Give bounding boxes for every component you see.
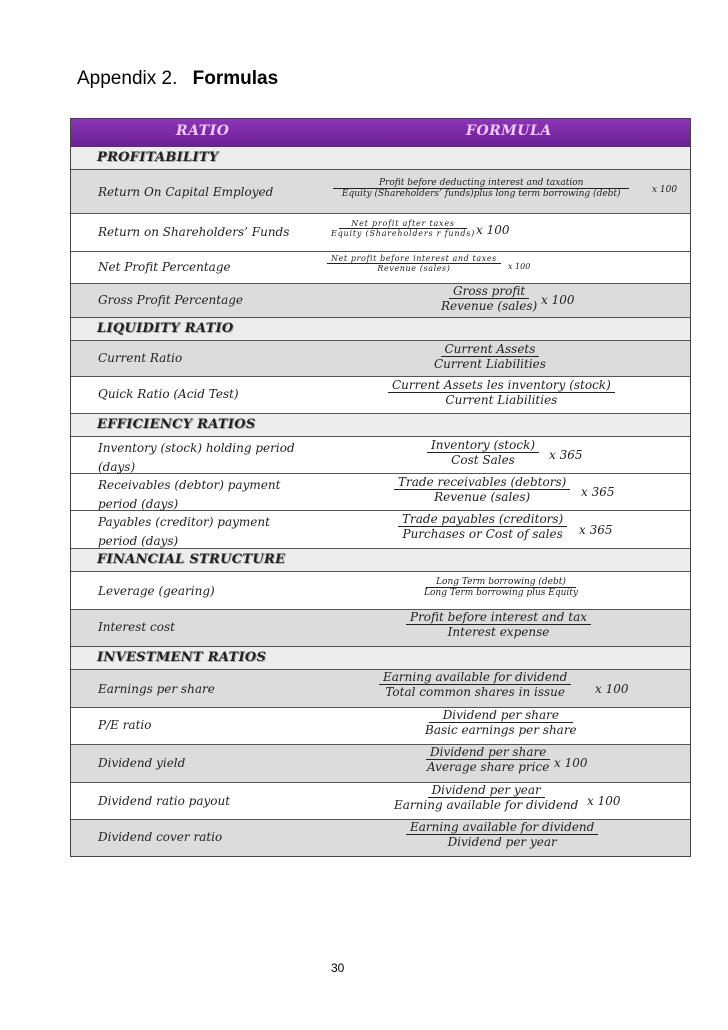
formula-numerator: Dividend per year xyxy=(428,783,545,798)
table-header xyxy=(71,119,690,148)
table-row-interest-cost xyxy=(71,610,690,647)
formula-numerator: Current Assets xyxy=(441,342,540,357)
ratio-label: Payables (creditor) payment period (days) xyxy=(98,515,270,548)
formula-numerator: Profit before deducting interest and taxation xyxy=(333,178,629,189)
section-title: LIQUIDITY RATIO xyxy=(97,321,234,336)
ratio-label: Leverage (gearing) xyxy=(98,584,215,598)
formula-denominator: Interest expense xyxy=(447,625,550,639)
formula-fraction xyxy=(327,254,501,273)
formula-fraction xyxy=(406,820,598,849)
table-row-roce xyxy=(71,170,690,214)
formula-fraction xyxy=(390,783,582,812)
table-row-quick-ratio xyxy=(71,377,690,414)
formula-fraction xyxy=(420,577,582,598)
formula-denominator: Average share price xyxy=(427,760,550,774)
section-financial-structure xyxy=(71,549,690,572)
table-row-rosf xyxy=(71,214,690,252)
formula-numerator: Earning available for dividend xyxy=(406,820,598,835)
formulas-table xyxy=(70,118,691,857)
column-header-ratio: RATIO xyxy=(176,123,230,139)
formula-denominator: Earning available for dividend xyxy=(394,798,579,812)
formula-multiplier: x 100 xyxy=(508,262,531,271)
section-title: EFFICIENCY RATIOS xyxy=(97,417,256,432)
formula-numerator: Earning available for dividend xyxy=(379,670,571,685)
section-title: INVESTMENT RATIOS xyxy=(97,650,267,665)
page-number: 30 xyxy=(331,961,345,975)
table-row-current-ratio xyxy=(71,341,690,377)
table-row-dividend-yield xyxy=(71,745,690,783)
formula-fraction xyxy=(427,438,539,467)
formula-multiplier: x 100 xyxy=(554,756,588,770)
formula-multiplier: x 365 xyxy=(579,523,613,537)
formula-denominator: Equity (Shareholders’ funds)plus long term borrowing (debt) xyxy=(341,189,621,199)
table-row-npp xyxy=(71,252,690,284)
formula-numerator: Inventory (stock) xyxy=(427,438,539,453)
section-title: FINANCIAL STRUCTURE xyxy=(97,552,286,567)
ratio-label: Quick Ratio (Acid Test) xyxy=(98,387,239,401)
column-header-formula: FORMULA xyxy=(466,123,552,139)
formula-fraction xyxy=(379,670,571,699)
formula-fraction xyxy=(333,178,629,199)
ratio-label: Interest cost xyxy=(98,620,175,634)
formula-numerator: Net profit after taxes xyxy=(339,219,467,229)
formula-multiplier: x 100 xyxy=(541,293,575,307)
formula-denominator: Dividend per year xyxy=(447,835,557,849)
formula-numerator: Dividend per share xyxy=(429,708,573,723)
formula-denominator: Purchases or Cost of sales xyxy=(402,527,563,541)
formula-numerator: Trade payables (creditors) xyxy=(398,512,567,527)
formula-denominator: Equity (Shareholders r funds) xyxy=(331,229,476,238)
ratio-label: Current Ratio xyxy=(98,351,183,365)
formula-numerator: Net profit before interest and taxes xyxy=(327,254,501,264)
table-row-leverage xyxy=(71,572,690,610)
ratio-label: Gross Profit Percentage xyxy=(98,293,244,307)
appendix-title: Formulas xyxy=(192,68,279,89)
table-row-dividend-payout xyxy=(71,783,690,820)
ratio-label: Dividend ratio payout xyxy=(98,794,231,808)
ratio-label: P/E ratio xyxy=(98,718,152,732)
formula-multiplier: x 100 xyxy=(652,185,678,195)
formula-numerator: Current Assets les inventory (stock) xyxy=(388,378,615,393)
table-row-receivables-period xyxy=(71,474,690,511)
formula-denominator: Current Liabilities xyxy=(445,393,558,407)
ratio-label: Return on Shareholders’ Funds xyxy=(98,225,290,239)
formula-denominator: Cost Sales xyxy=(451,453,515,467)
section-efficiency xyxy=(71,414,690,437)
formula-multiplier: x 365 xyxy=(581,485,615,499)
table-row-gpp xyxy=(71,284,690,318)
formula-multiplier: x 365 xyxy=(549,448,583,462)
formula-denominator: Long Term borrowing plus Equity xyxy=(424,588,578,598)
ratio-label: Return On Capital Employed xyxy=(98,185,274,199)
formula-fraction xyxy=(430,342,550,371)
table-row-pe-ratio xyxy=(71,708,690,745)
ratio-label: Earnings per share xyxy=(98,682,215,696)
section-title: PROFITABILITY xyxy=(97,150,219,165)
table-row-eps xyxy=(71,670,690,708)
formula-fraction xyxy=(406,610,591,639)
table-row-dividend-cover xyxy=(71,820,690,856)
formula-fraction xyxy=(327,219,479,238)
formula-numerator: Profit before interest and tax xyxy=(406,610,591,625)
formula-multiplier: x 100 xyxy=(595,682,629,696)
ratio-label: Receivables (debtor) payment period (days) xyxy=(98,478,281,511)
section-profitability xyxy=(71,147,690,170)
formula-numerator: Dividend per share xyxy=(426,745,550,760)
formula-fraction xyxy=(398,512,567,541)
formula-fraction xyxy=(388,378,615,407)
appendix-heading xyxy=(77,68,278,90)
ratio-label: Dividend yield xyxy=(98,756,186,770)
formula-denominator: Current Liabilities xyxy=(434,357,546,371)
section-investment xyxy=(71,647,690,670)
table-row-payables-period xyxy=(71,511,690,549)
formula-numerator: Long Term borrowing (debt) xyxy=(426,577,576,588)
section-liquidity xyxy=(71,318,690,341)
formula-fraction xyxy=(423,745,553,774)
appendix-number: Appendix 2. xyxy=(77,68,178,89)
formula-fraction xyxy=(437,284,541,313)
formula-denominator: Revenue (sales) xyxy=(434,490,531,504)
formula-denominator: Revenue (sales) xyxy=(377,264,451,273)
formula-fraction xyxy=(394,475,570,504)
ratio-label: Net Profit Percentage xyxy=(98,260,231,274)
formula-denominator: Revenue (sales) xyxy=(441,299,538,313)
formula-denominator: Total common shares in issue xyxy=(385,685,565,699)
ratio-label: Dividend cover ratio xyxy=(98,830,223,844)
formula-multiplier: x 100 xyxy=(476,223,510,237)
formula-fraction xyxy=(421,708,581,737)
table-row-inventory-period xyxy=(71,437,690,474)
ratio-label: Inventory (stock) holding period (days) xyxy=(98,441,295,474)
formula-multiplier: x 100 xyxy=(587,794,621,808)
formula-denominator: Basic earnings per share xyxy=(425,723,577,737)
formula-numerator: Trade receivables (debtors) xyxy=(394,475,570,490)
formula-numerator: Gross profit xyxy=(449,284,529,299)
